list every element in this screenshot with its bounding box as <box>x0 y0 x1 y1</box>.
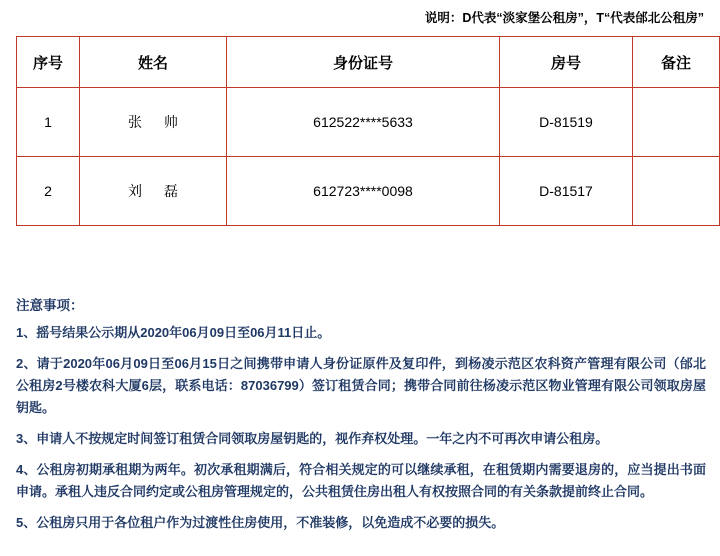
cell-id: 612723****0098 <box>227 157 500 226</box>
cell-name: 刘 磊 <box>80 157 227 226</box>
column-header-remark: 备注 <box>633 37 720 88</box>
notice-item: 3、申请人不按规定时间签订租赁合同领取房屋钥匙的，视作弃权处理。一年之内不可再次申请公租房。 <box>16 431 609 446</box>
table-header-row <box>17 37 720 88</box>
cell-remark <box>633 157 720 226</box>
cell-remark <box>633 88 720 157</box>
column-header-id: 身份证号 <box>227 37 500 88</box>
table-row <box>17 88 720 157</box>
notice-item: 5、公租房只用于各位租户作为过渡性住房使用，不准装修，以免造成不必要的损失。 <box>16 515 505 530</box>
notice-item: 1、摇号结果公示期从2020年06月09日至06月11日止。 <box>16 325 331 340</box>
column-header-seq: 序号 <box>17 37 80 88</box>
cell-room: D-81519 <box>500 88 633 157</box>
column-header-room: 房号 <box>500 37 633 88</box>
cell-room: D-81517 <box>500 157 633 226</box>
notice-list <box>16 322 706 543</box>
cell-id: 612522****5633 <box>227 88 500 157</box>
cell-name: 张 帅 <box>80 88 227 157</box>
notice-title: 注意事项： <box>16 298 84 313</box>
table-body <box>17 88 720 226</box>
table-header <box>17 37 720 88</box>
table-row <box>17 157 720 226</box>
cell-seq: 2 <box>17 157 80 226</box>
cell-seq: 1 <box>17 88 80 157</box>
column-header-name: 姓名 <box>80 37 227 88</box>
applicants-table <box>16 36 720 226</box>
notice-item: 4、公租房初期承租期为两年。初次承租期满后，符合相关规定的可以继续承租，在租赁期内需要退房的，应当提出书面申请。承租人违反合同约定或公租房管理规定的，公共租赁住房出租人有权按照合同的有关条款提前终止合同。 <box>16 462 706 499</box>
notice-item: 2、请于2020年06月09日至06月15日之间携带申请人身份证原件及复印件，到杨凌示范区农科资产管理有限公司（邰北公租房2号楼农科大厦6层，联系电话：87036799）签订租赁合同；携带合同前往杨凌示范区物业管理有限公司领取房屋钥匙。 <box>16 356 706 415</box>
legend-note: 说明：D代表“淡家堡公租房”，T“代表邰北公租房” <box>424 11 704 25</box>
